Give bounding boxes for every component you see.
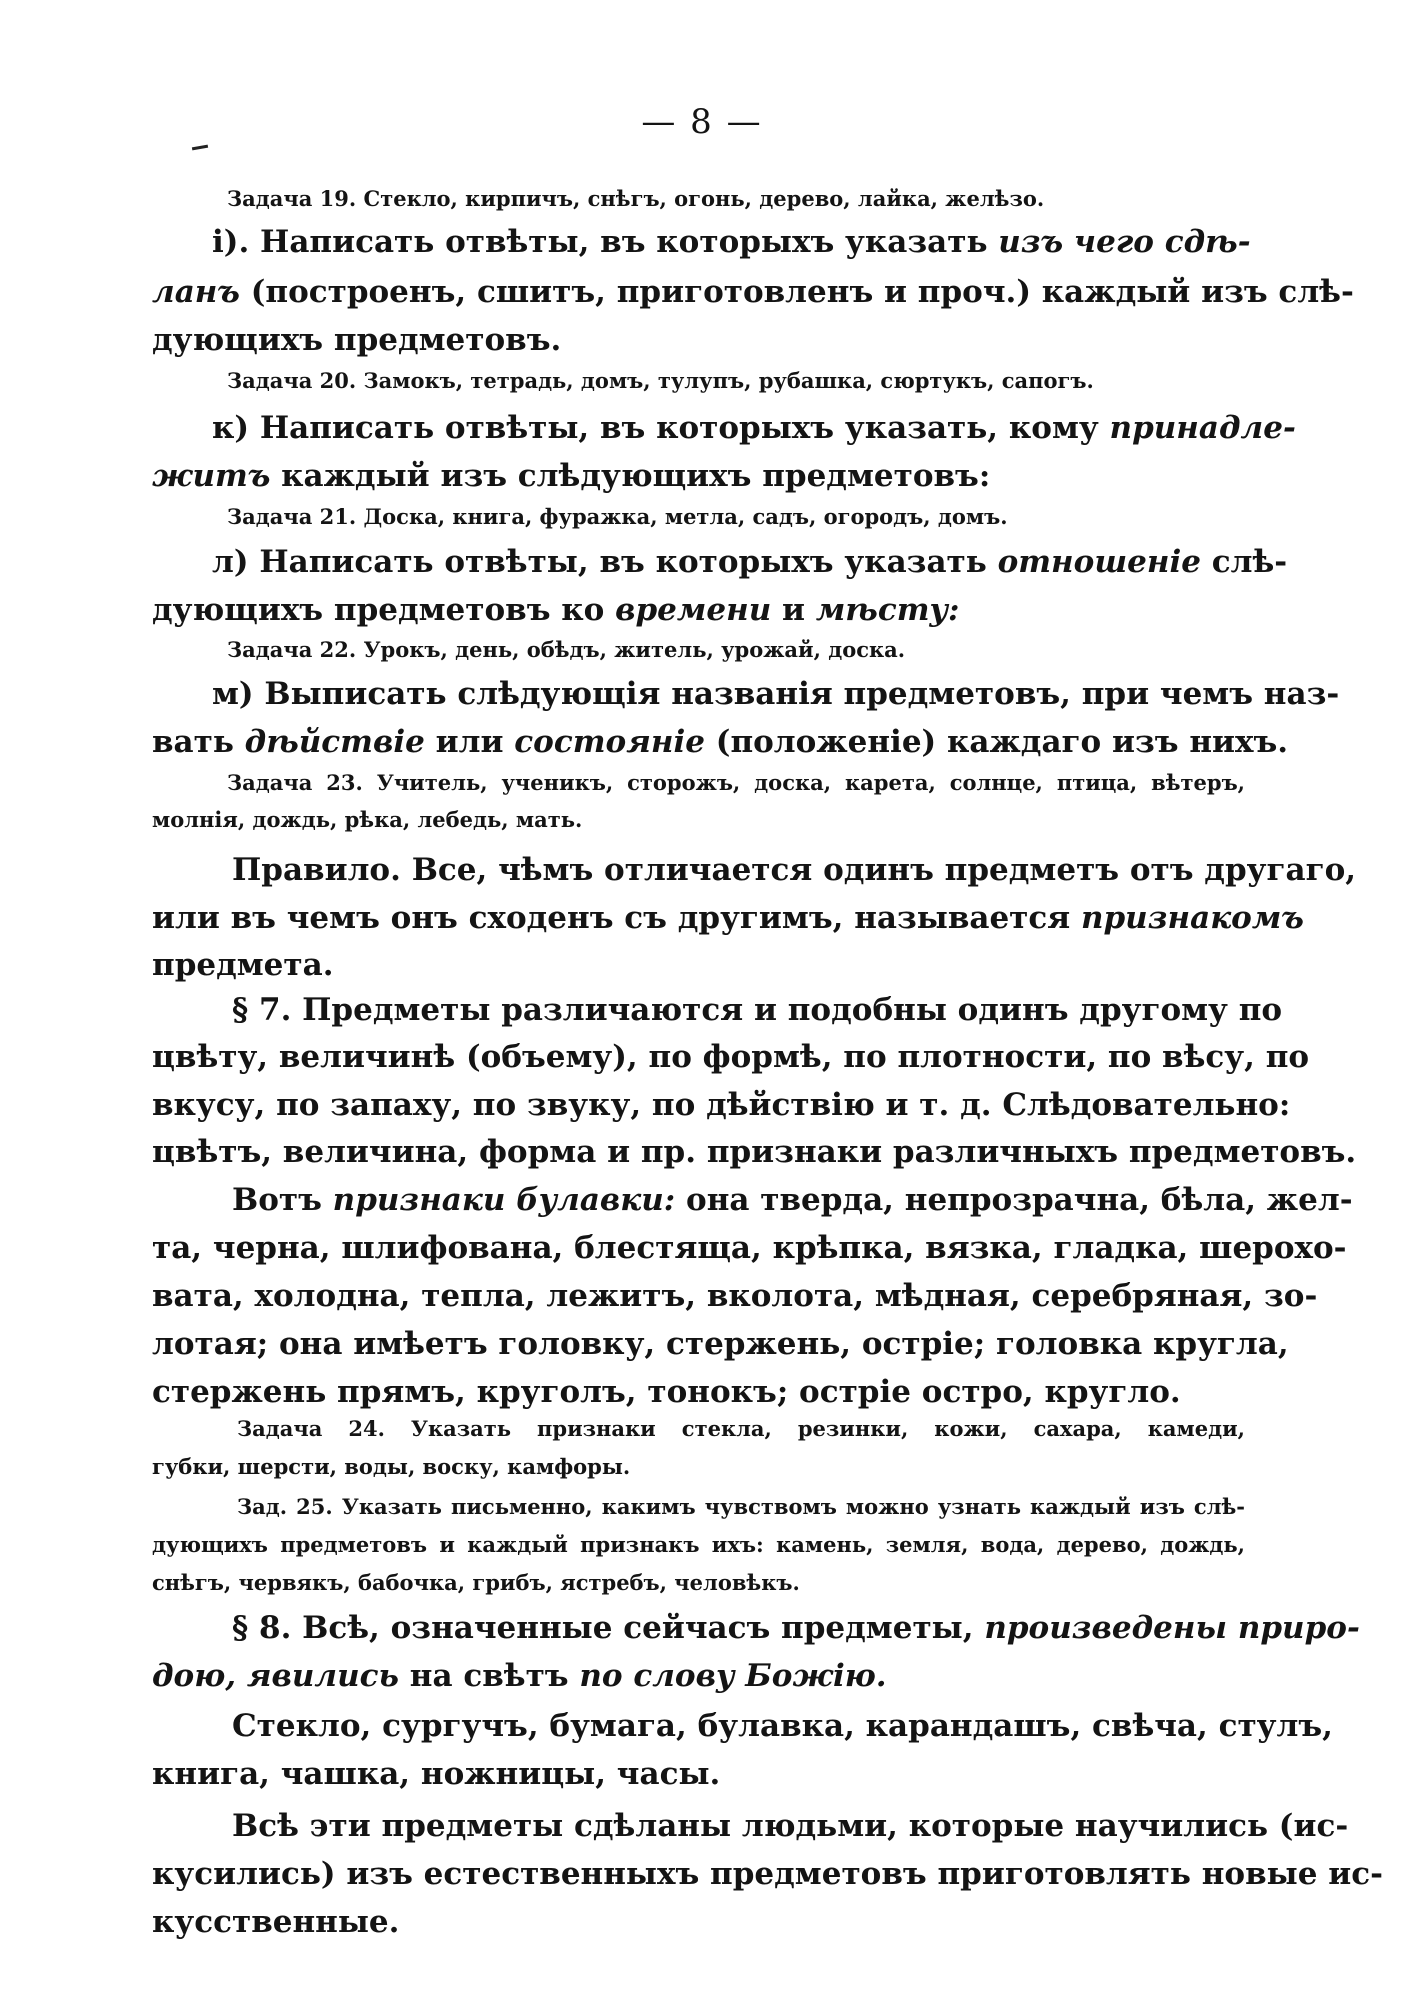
text-run: книга, чашка, ножницы, часы. [152, 1756, 721, 1792]
italic-term: произведены приро- [984, 1610, 1360, 1646]
text-run: Правило. Все, чѣмъ отличается одинъ предметъ отъ другаго, [232, 852, 1357, 888]
text-run: Задача 24. Указать признаки стекла, резинки, кожи, сахара, камеди, [237, 1416, 1245, 1441]
text-run: и [771, 592, 816, 628]
text-run: кусственные. [152, 1904, 400, 1940]
text-run: Задача 22. Урокъ, день, обѣдъ, житель, урожай, доска. [227, 637, 906, 662]
paragraph-k-line-1 [212, 408, 1296, 448]
paragraph-i-line-3 [152, 320, 1252, 360]
italic-term: житъ [152, 458, 271, 494]
text-run: Вотъ [232, 1182, 333, 1218]
italic-term: принадле- [1109, 410, 1296, 446]
text-run: цвѣтъ, величина, форма и пр. признаки различныхъ предметовъ. [152, 1134, 1357, 1170]
section-7-line-3 [152, 1085, 1291, 1125]
text-run: вкусу, по запаху, по звуку, по дѣйствiю и т. д. Слѣдовательно: [152, 1087, 1291, 1123]
text-run: i). Написать отвѣты, въ которыхъ указать [212, 224, 999, 260]
paragraph-i-line-2 [152, 272, 1354, 312]
text-run: (построенъ, сшитъ, приготовленъ и проч.) каждый изъ слѣ- [239, 274, 1354, 310]
paragraph-i-line-1 [212, 222, 1251, 262]
pin-features-line-5 [152, 1372, 1252, 1412]
pin-features-line-3 [152, 1276, 1318, 1316]
artificial-line-3 [152, 1902, 1252, 1942]
text-run: к) Написать отвѣты, въ которыхъ указать, кому [212, 410, 1110, 446]
text-run: или въ чемъ онъ сходенъ съ другимъ, называется [152, 900, 1081, 936]
artificial-line-1 [232, 1806, 1349, 1846]
paragraph-l-line-1 [212, 542, 1288, 582]
text-run: на свѣтъ [399, 1658, 580, 1694]
text-run: § 7. Предметы различаются и подобны одинъ другому по [232, 992, 1283, 1028]
italic-term: состоянiе [514, 724, 705, 760]
text-run: Задача 23. Учитель, ученикъ, сторожъ, доска, карета, солнце, птица, вѣтеръ, [227, 770, 1245, 795]
text-run: вать [152, 724, 245, 760]
paragraph-m-line-1 [212, 674, 1340, 714]
italic-term: изъ чего сдѣ- [998, 224, 1251, 260]
text-run: или [424, 724, 515, 760]
task-19 [227, 184, 1252, 214]
text-run: губки, шерсти, воды, воску, камфоры. [152, 1454, 631, 1479]
task-24-line-1 [237, 1414, 1245, 1444]
artificial-line-2 [152, 1854, 1383, 1894]
text-run: снѣгъ, червякъ, бабочка, грибъ, ястребъ, человѣкъ. [152, 1570, 800, 1595]
pin-features-line-2 [152, 1228, 1347, 1268]
task-25-line-3 [152, 1568, 1252, 1598]
section-7-line-2 [152, 1037, 1310, 1077]
section-8-line-2 [152, 1656, 1252, 1696]
pin-features-line-1 [232, 1180, 1353, 1220]
text-run: она тверда, непрозрачна, бѣла, жел- [675, 1182, 1353, 1218]
text-run: Задача 21. Доска, книга, фуражка, метла, садъ, огородъ, домъ. [227, 504, 1008, 529]
italic-term: признакомъ [1080, 900, 1304, 936]
section-7-line-1 [232, 990, 1283, 1030]
italic-term: мѣсту: [815, 592, 960, 628]
italic-term: отношенiе [997, 544, 1201, 580]
rule-line-2 [152, 898, 1304, 938]
text-run: та, черна, шлифована, блестяща, крѣпка, вязка, гладка, шерохо- [152, 1230, 1347, 1266]
section-7-line-4 [152, 1132, 1357, 1172]
italic-term: дѣйствiе [244, 724, 425, 760]
paragraph-k-line-2 [152, 456, 1252, 496]
objects-line-2 [152, 1754, 1252, 1794]
task-24-line-2 [152, 1452, 1252, 1482]
task-23-line-2 [152, 805, 1252, 835]
italic-term: дою, явились [152, 1658, 399, 1694]
text-run: дующихъ предметовъ ко [152, 592, 616, 628]
text-run: дующихъ предметовъ. [152, 322, 562, 358]
text-run: молнiя, дождь, рѣка, лебедь, мать. [152, 807, 583, 832]
text-run: Задача 19. Стекло, кирпичъ, снѣгъ, огонь, дерево, лайка, желѣзо. [227, 186, 1045, 211]
task-25-line-1 [237, 1492, 1245, 1522]
task-23-line-1 [227, 768, 1245, 798]
text-run: Задача 20. Замокъ, тетрадь, домъ, тулупъ, рубашка, сюртукъ, сапогъ. [227, 368, 1094, 393]
paragraph-m-line-2 [152, 722, 1289, 762]
text-run: слѣ- [1200, 544, 1288, 580]
page-number: — 8 — [641, 102, 763, 142]
text-run: вата, холодна, тепла, лежитъ, вколота, мѣдная, серебряная, зо- [152, 1278, 1318, 1314]
text-run: Стекло, сургучъ, бумага, булавка, карандашъ, свѣча, стулъ, [232, 1708, 1333, 1744]
text-run: Зад. 25. Указать письменно, какимъ чувствомъ можно узнать каждый изъ слѣ- [237, 1494, 1245, 1519]
rule-line-3 [152, 945, 1252, 985]
italic-term: по слову Божiю. [579, 1658, 887, 1694]
text-run: (положенiе) каждаго изъ нихъ. [704, 724, 1289, 760]
text-run: стержень прямъ, круголъ, тонокъ; острiе остро, кругло. [152, 1374, 1181, 1410]
task-22 [227, 635, 1027, 665]
text-run: каждый изъ слѣдующихъ предметовъ: [270, 458, 991, 494]
text-run: л) Написать отвѣты, въ которыхъ указать [212, 544, 998, 580]
ink-mark [192, 145, 208, 151]
text-run: Всѣ эти предметы сдѣланы людьми, которые научились (ис- [232, 1808, 1349, 1844]
text-run: кусились) изъ естественныхъ предметовъ приготовлять новые ис- [152, 1856, 1383, 1892]
text-run: лотая; она имѣетъ головку, стержень, острiе; головка кругла, [152, 1326, 1289, 1362]
task-21 [227, 502, 1127, 532]
objects-line-1 [232, 1706, 1333, 1746]
italic-term: ланъ [152, 274, 240, 310]
pin-features-line-4 [152, 1324, 1289, 1364]
section-8-line-1 [232, 1608, 1360, 1648]
text-run: предмета. [152, 947, 334, 983]
task-20 [227, 366, 1207, 396]
rule-line-1 [232, 850, 1357, 890]
italic-term: времени [615, 592, 772, 628]
text-run: м) Выписать слѣдующiя названiя предметовъ, при чемъ наз- [212, 676, 1340, 712]
task-25-line-2 [152, 1530, 1245, 1560]
text-run: цвѣту, величинѣ (объему), по формѣ, по плотности, по вѣсу, по [152, 1039, 1310, 1075]
text-run: дующихъ предметовъ и каждый признакъ ихъ: камень, земля, вода, дерево, дождь, [152, 1532, 1245, 1557]
paragraph-l-line-2 [152, 590, 1252, 630]
text-run: § 8. Всѣ, означенные сейчасъ предметы, [232, 1610, 985, 1646]
italic-term: признаки булавки: [332, 1182, 676, 1218]
